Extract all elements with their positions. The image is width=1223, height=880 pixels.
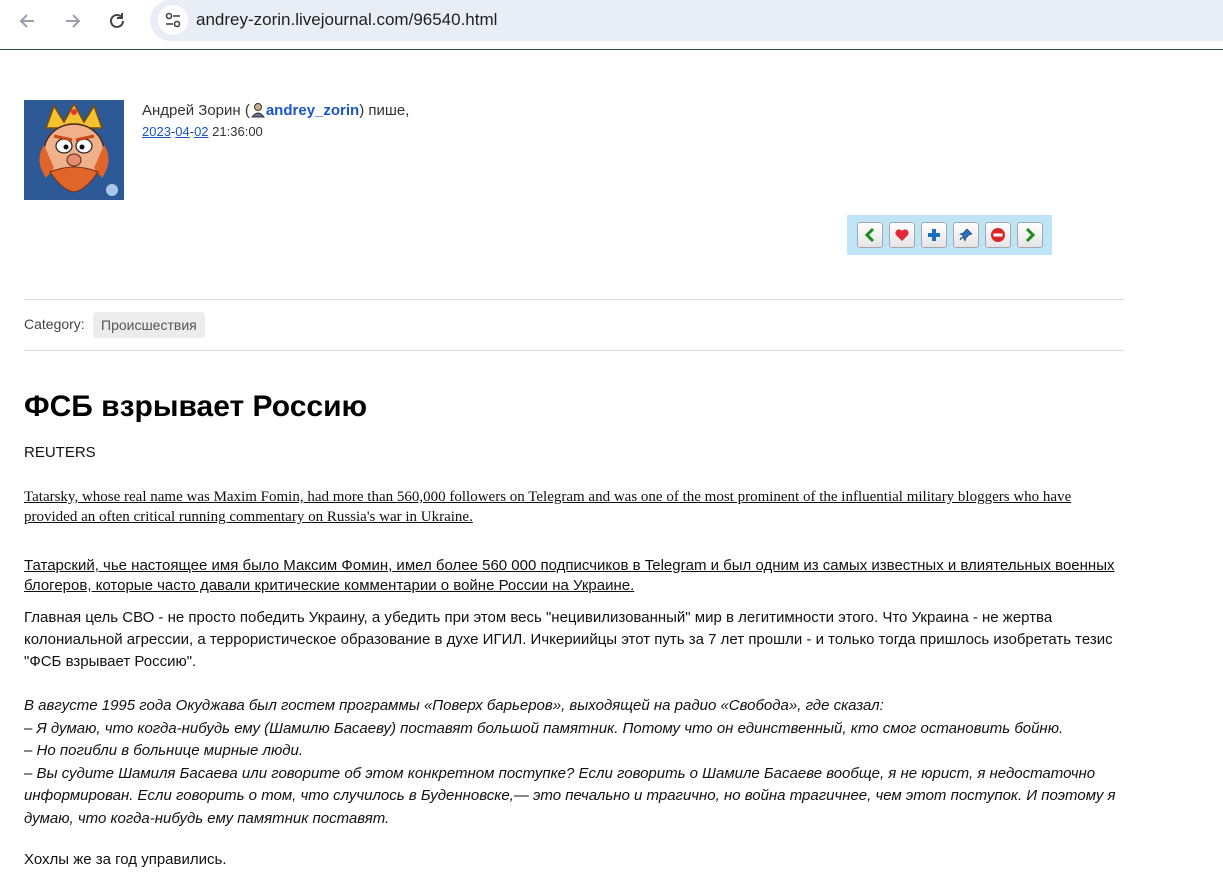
divider-top xyxy=(24,299,1124,300)
next-arrow-icon xyxy=(1022,227,1038,243)
next-entry-button[interactable] xyxy=(1017,222,1043,248)
date-year-link[interactable]: 2023 xyxy=(142,124,171,139)
category-label: Category: xyxy=(24,316,85,332)
quote-line: – Но погибли в больнице мирные люди. xyxy=(24,742,304,759)
date-day-link[interactable]: 02 xyxy=(194,124,209,139)
post-date: 2023-04-02 21:36:00 xyxy=(142,124,263,139)
track-entry-button[interactable] xyxy=(953,222,979,248)
reload-icon xyxy=(107,11,127,31)
entry-toolbar xyxy=(847,215,1052,255)
body-paragraph: Главная цель СВО - не просто победить Украину, а убедить при этом весь "нецивилизованный" мир в легитимности этого. Что Украина - не жертва колониальной агрессии, а террористическое образование в духе ИГИЛ. Ичкериийцы этот путь за 7 лет прошли - и только тогда пришлось изобретать тезис "ФСБ взрывает Россию". xyxy=(24,609,1113,670)
quote-line: – Вы судите Шамиля Басаева или говорите об этом конкретном поступке? Если говорить о Шамиле Басаеве вообще, я не юрист, я недостаточно информирован. Если говорить о том, что случилось в Буденновске,— это печально и трагично, но война трагичнее, чем этот поступок. И поэтому я думаю, что когда-нибудь ему памятник поставят. xyxy=(24,764,1116,827)
post-time: 21:36:00 xyxy=(212,124,263,139)
divider-bottom xyxy=(24,350,1124,351)
category-tag[interactable]: Происшествия xyxy=(93,312,205,338)
russian-quote-link[interactable]: Татарский, чье настоящее имя было Максим Фомин, имел более 560 000 подписчиков в Telegram и был одним из самых известных и влиятельных военных блогеров, которые часто давали критические комментарии о войне России на Украине. xyxy=(24,557,1115,594)
entry-title: ФСБ взрывает Россию xyxy=(24,390,368,423)
back-button[interactable] xyxy=(13,6,43,36)
forward-button[interactable] xyxy=(57,6,87,36)
okudzhava-quote xyxy=(24,695,1124,830)
source-label: REUTERS xyxy=(24,444,96,461)
english-quote-link[interactable]: Tatarsky, whose real name was Maxim Fomin, had more than 560,000 followers on Telegram and was one of the most prominent of the influential military bloggers who have provided an often critical running commentary on Russia's war in Ukraine. xyxy=(24,489,1072,525)
quote-line: В августе 1995 года Окуджава был гостем программы «Поверх барьеров», выходящей на радио «Свобода», где сказал: xyxy=(24,697,884,714)
tune-icon xyxy=(164,11,182,29)
back-arrow-icon xyxy=(18,11,38,31)
url-text[interactable]: andrey-zorin.livejournal.com/96540.html xyxy=(196,10,498,29)
no-entry-icon xyxy=(990,227,1006,243)
browser-toolbar xyxy=(0,0,1223,50)
plus-icon xyxy=(926,227,942,243)
quote-line: – Я думаю, что когда-нибудь ему (Шамилю Басаеву) поставят большой памятник. Потому что он единственный, кто смог остановить бойню. xyxy=(24,719,1064,737)
avatar[interactable] xyxy=(24,100,124,200)
heart-icon xyxy=(894,227,910,243)
add-friend-button[interactable] xyxy=(921,222,947,248)
username-link[interactable]: andrey_zorin xyxy=(265,102,360,119)
author-name: Андрей Зорин ( xyxy=(142,102,250,119)
user-icon[interactable] xyxy=(250,102,266,118)
pin-icon xyxy=(958,227,974,243)
site-info-button[interactable] xyxy=(158,5,188,35)
prev-arrow-icon xyxy=(862,227,878,243)
final-paragraph: Хохлы же за год управились. xyxy=(24,851,227,868)
after-username: ) пише, xyxy=(359,102,410,119)
flag-entry-button[interactable] xyxy=(985,222,1011,248)
reload-button[interactable] xyxy=(102,6,132,36)
date-month-link[interactable]: 04 xyxy=(175,124,190,139)
poster-line xyxy=(142,102,409,119)
address-bar[interactable] xyxy=(150,0,1223,41)
forward-arrow-icon xyxy=(62,11,82,31)
avatar-cartoon-icon xyxy=(24,100,124,200)
add-to-memories-button[interactable] xyxy=(889,222,915,248)
prev-entry-button[interactable] xyxy=(857,222,883,248)
